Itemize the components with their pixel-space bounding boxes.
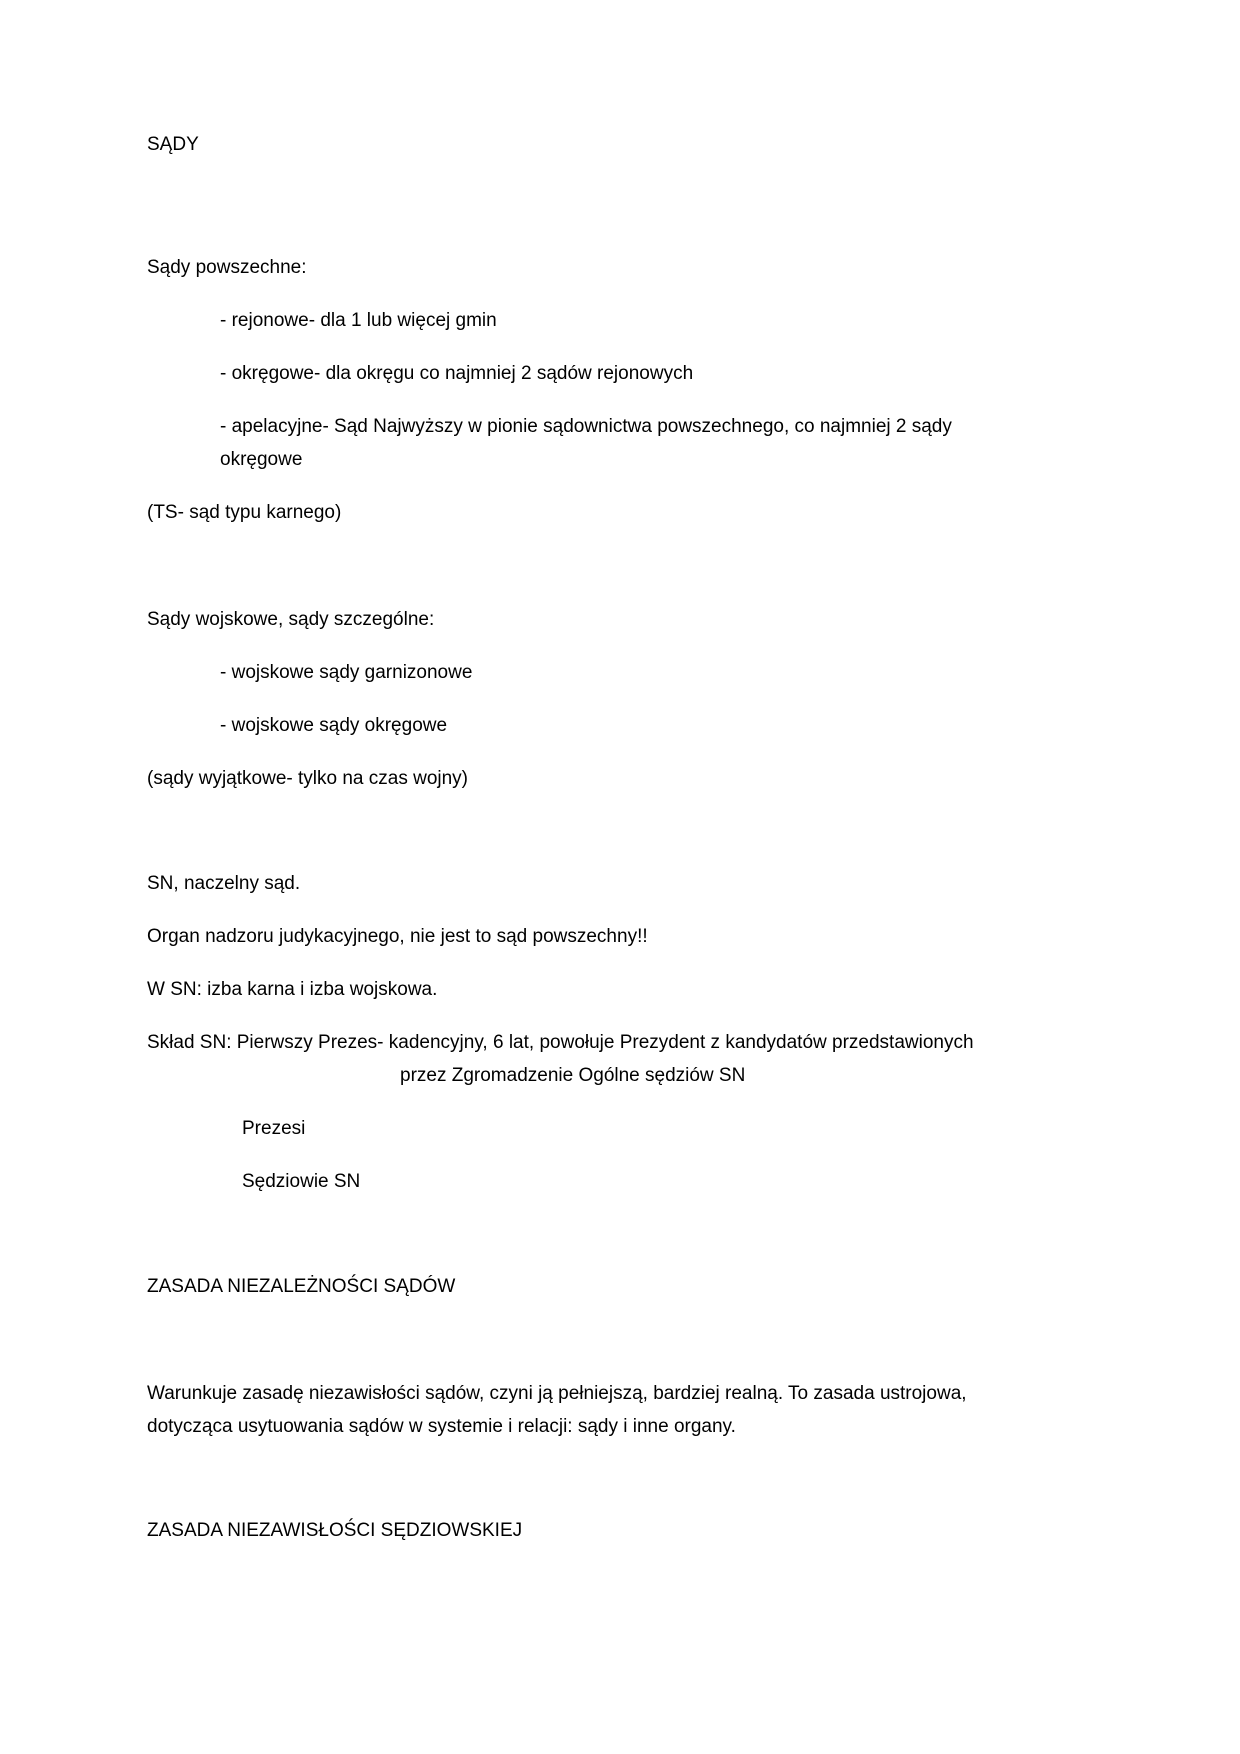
- wojskowe-item-garnizonowe: - wojskowe sądy garnizonowe: [220, 662, 473, 683]
- wojskowe-title: Sądy wojskowe, sądy szczególne:: [147, 609, 435, 630]
- powszechne-item-apelacyjne-cont: okręgowe: [220, 449, 303, 470]
- niezaleznosc-para-line2: dotycząca usytuowania sądów w systemie i relacji: sądy i inne organy.: [147, 1416, 736, 1437]
- sn-line-sklad: Skład SN: Pierwszy Prezes- kadencyjny, 6 lat, powołuje Prezydent z kandydatów przedstawionych: [147, 1032, 974, 1053]
- niezaleznosc-para-line1: Warunkuje zasadę niezawisłości sądów, czyni ją pełniejszą, bardziej realną. To zasada ustrojowa,: [147, 1383, 967, 1404]
- sn-prezesi: Prezesi: [242, 1118, 306, 1139]
- powszechne-item-apelacyjne: - apelacyjne- Sąd Najwyższy w pionie sądownictwa powszechnego, co najmniej 2 sądy: [220, 416, 952, 437]
- sn-line-sklad-cont: przez Zgromadzenie Ogólne sędziów SN: [400, 1065, 746, 1086]
- wojskowe-item-okregowe: - wojskowe sądy okręgowe: [220, 715, 448, 736]
- niezaleznosc-heading: ZASADA NIEZALEŻNOŚCI SĄDÓW: [147, 1276, 456, 1297]
- heading-sady: SĄDY: [147, 134, 199, 155]
- sn-sedziowie: Sędziowie SN: [242, 1171, 361, 1192]
- sn-line-naczelny: SN, naczelny sąd.: [147, 873, 301, 894]
- wojskowe-note: (sądy wyjątkowe- tylko na czas wojny): [147, 768, 468, 789]
- powszechne-title: Sądy powszechne:: [147, 257, 307, 278]
- powszechne-note: (TS- sąd typu karnego): [147, 502, 342, 523]
- sn-line-organ: Organ nadzoru judykacyjnego, nie jest to sąd powszechny!!: [147, 926, 648, 947]
- powszechne-item-rejonowe: - rejonowe- dla 1 lub więcej gmin: [220, 310, 497, 331]
- powszechne-item-okregowe: - okręgowe- dla okręgu co najmniej 2 sądów rejonowych: [220, 363, 694, 384]
- niezawislosc-heading: ZASADA NIEZAWISŁOŚCI SĘDZIOWSKIEJ: [147, 1520, 523, 1541]
- sn-line-izby: W SN: izba karna i izba wojskowa.: [147, 979, 438, 1000]
